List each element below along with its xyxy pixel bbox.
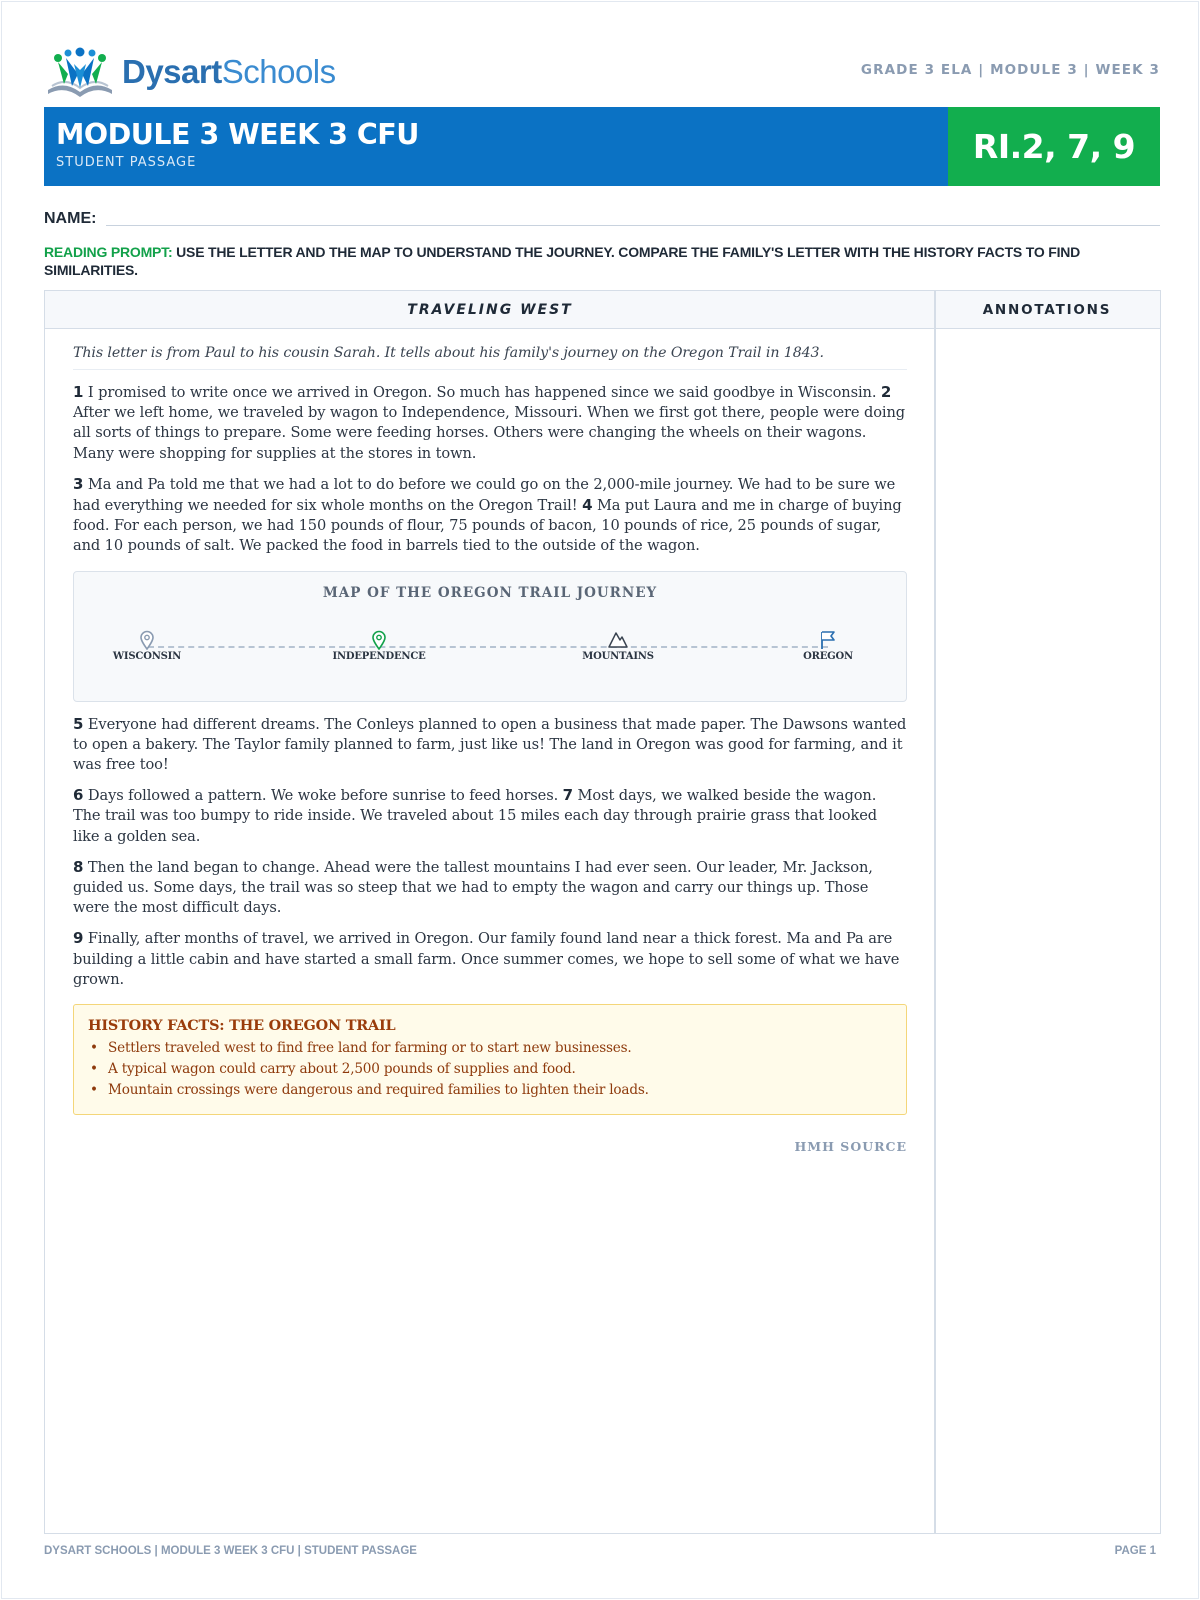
history-fact-item: • Settlers traveled west to find free land for farming or to start new businesses. (88, 1038, 892, 1059)
map-stop-label: INDEPENDENCE (332, 650, 426, 662)
paragraph-8 (73, 857, 907, 919)
map-stop-label: MOUNTAINS (582, 650, 654, 662)
worksheet-page (1, 1, 1199, 1599)
paragraph-number: 2 (880, 383, 892, 401)
history-facts-title: HISTORY FACTS: THE OREGON TRAIL (88, 1017, 396, 1035)
paragraph-number: 6 (73, 786, 84, 805)
paragraph-number: 1 (73, 383, 84, 401)
mountain-icon (608, 630, 628, 648)
paragraph-1-2 (73, 382, 907, 464)
paragraph-text: I promised to write once we arrived in Oregon. So much has happened since we said goodbye in Wisconsin. (83, 384, 881, 401)
paragraph-text: Then the land began to change. Ahead were the tallest mountains I had ever seen. Our leader, Mr. Jackson, guided us. Some days, the trail was so steep that we had to empty the wagon and carry our things up. Those were the most difficult days. (73, 858, 873, 917)
map-stop-independence (309, 630, 449, 662)
paragraph-number: 7 (562, 786, 574, 805)
map-pin-icon (139, 630, 155, 650)
paragraph-5 (73, 714, 907, 776)
flag-icon (819, 630, 837, 650)
table-header (45, 291, 1160, 329)
name-write-line[interactable] (106, 224, 1160, 226)
paragraph-6-7 (73, 785, 907, 847)
reading-prompt (44, 243, 1160, 279)
map-stop-wisconsin (77, 630, 217, 662)
prompt-text: USE THE LETTER AND THE MAP TO UNDERSTAND THE JOURNEY. COMPARE THE FAMILY'S LETTER WITH THE HISTORY FACTS TO FIND SIMILARITIES. (44, 244, 1081, 278)
logo-light: Schools (221, 53, 336, 90)
passage-table (44, 290, 1161, 1534)
paragraph-9 (73, 928, 907, 990)
name-row (44, 204, 1160, 228)
title-banner (44, 107, 1160, 186)
paragraph-text: Ma put Laura and me in charge of buying food. For each person, we had 150 pounds of flour, 75 pounds of bacon, 10 pounds of rice, 25 pounds of sugar, and 10 pounds of salt. We packed the food in barrels tied to the outside of the wagon. (73, 497, 902, 555)
history-fact-item: • A typical wagon could carry about 2,500 pounds of supplies and food. (88, 1059, 892, 1080)
annotations-header: ANNOTATIONS (982, 302, 1112, 318)
history-facts-list (88, 1038, 892, 1100)
map-pin-icon (371, 630, 387, 650)
paragraph-text: Most days, we walked beside the wagon. The trail was too bumpy to ride inside. We traveled about 15 miles each day through prairie grass that looked like a golden sea. (73, 787, 877, 845)
paragraph-number: 3 (73, 474, 84, 493)
page-number: PAGE 1 (1114, 1545, 1156, 1557)
map-dashed-trail (148, 646, 828, 648)
paragraph-text: Finally, after months of travel, we arrived in Oregon. Our family found land near a thick forest. Ma and Pa are building a little cabin and have started a small farm. Once summer comes, we hope to sell some of what we have grown. (73, 930, 900, 988)
book-people-logo-icon (44, 44, 116, 100)
paragraph-number: 9 (73, 929, 84, 948)
paragraph-text: Everyone had different dreams. The Conleys planned to open a business that made paper. The Dawsons wanted to open a bakery. The Taylor family planned to farm, just like us! The land in Oregon was good for farming, and it was free too! (73, 715, 907, 774)
banner-subtitle: STUDENT PASSAGE (56, 155, 197, 170)
passage-header: TRAVELING WEST (407, 302, 573, 318)
map-stop-oregon (758, 630, 898, 662)
passage-content (73, 343, 907, 1154)
name-label: NAME: (44, 210, 97, 227)
trail-map (73, 571, 907, 702)
paragraph-number: 8 (73, 857, 84, 876)
logo-bold: Dysart (122, 53, 222, 90)
map-stop-label: WISCONSIN (112, 650, 182, 662)
page-header (44, 40, 1160, 102)
paragraph-number: 4 (582, 496, 593, 515)
paragraph-text: Ma and Pa told me that we had a lot to do before we could go on the 2,000-mile journey. We had to be sure we had everything we needed for six whole months on the Oregon Trail! (73, 475, 896, 515)
dysart-logo (44, 44, 336, 100)
map-stop-label: OREGON (803, 650, 853, 662)
standards-code: RI.2, 7, 9 (972, 127, 1136, 166)
paragraph-text: After we left home, we traveled by wagon to Independence, Missouri. When we first got there, people were doing all sorts of things to prepare. Some were feeding horses. Others were changing the wheels on their wagons. Many were shopping for supplies at the stores in town. (73, 404, 906, 462)
footer-left: DYSART SCHOOLS | MODULE 3 WEEK 3 CFU | STUDENT PASSAGE (44, 1545, 417, 1557)
banner-title: MODULE 3 WEEK 3 CFU (56, 118, 419, 151)
column-divider (934, 291, 936, 1533)
map-stop-mountains (548, 630, 688, 662)
history-facts-box (73, 1004, 907, 1115)
passage-intro: This letter is from Paul to his cousin Sarah. It tells about his family's journey on the Oregon Trail in 1843. (73, 343, 907, 370)
logo-wordmark (122, 53, 336, 91)
prompt-label: READING PROMPT: (44, 244, 173, 260)
map-title: MAP OF THE OREGON TRAIL JOURNEY (322, 584, 658, 601)
history-fact-item: • Mountain crossings were dangerous and required families to lighten their loads. (88, 1080, 892, 1101)
paragraph-3-4 (73, 474, 907, 557)
source-credit: HMH SOURCE (794, 1139, 907, 1155)
paragraph-text: Days followed a pattern. We woke before sunrise to feed horses. (83, 787, 563, 805)
standards-block (948, 107, 1160, 186)
paragraph-number: 5 (73, 714, 84, 733)
banner-title-block (44, 107, 948, 186)
grade-label: GRADE 3 ELA | MODULE 3 | WEEK 3 (860, 62, 1160, 78)
